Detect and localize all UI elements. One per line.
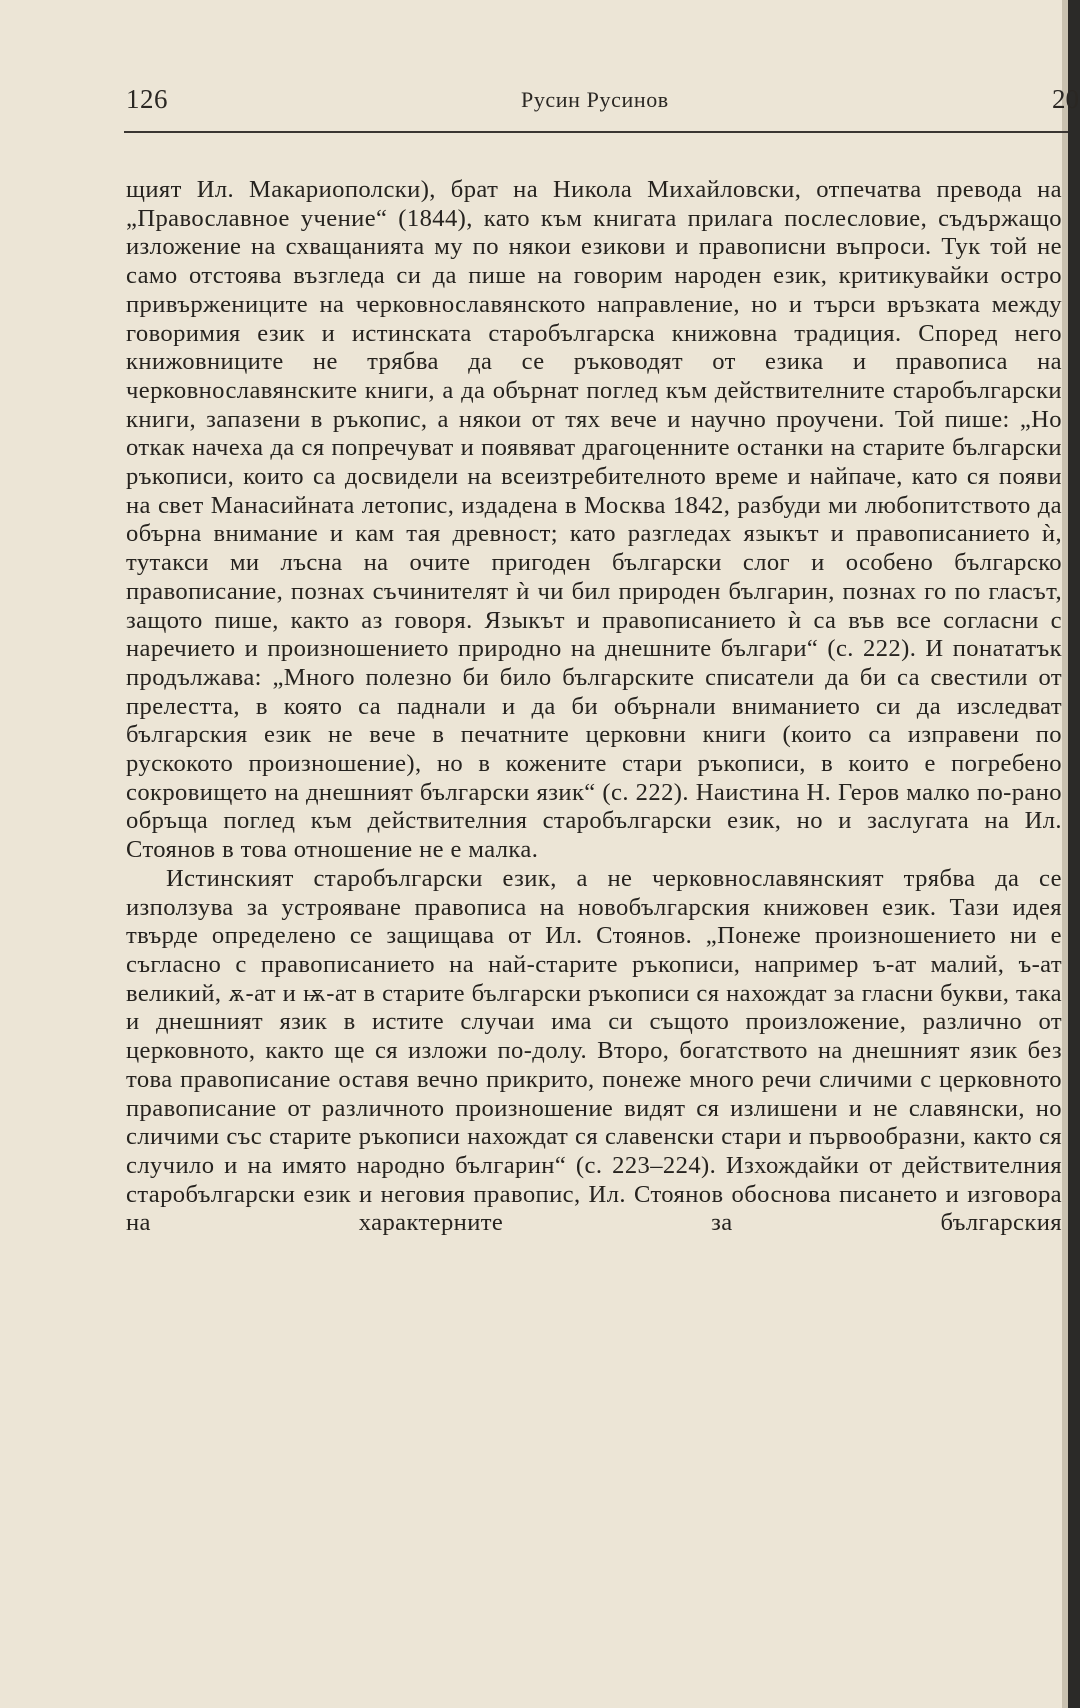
cropped-edge-fragment: 20 [1052, 84, 1079, 114]
running-head [126, 84, 1079, 124]
paragraph: щият Ил. Макариополски), брат на Никола Михайловски, отпечатва превода на „Православное учение“ (1844), като към книгата прилага послесловие, съдържащо изложение на схващанията му по някои езикови и правописни въпроси. Тук той не само отстоява възгледа си да пише на говорим народен език, критикувайки остро привържениците на черковнославянското направление, но и търси връзката между говоримия език и истинската старобългарска книжовна традиция. Според него книжовниците не трябва да се ръководят от езика и правописа на черковнославянските книги, а да обърнат поглед към действителните старобългарски книги, запазени в ръкопис, а някои от тях вече и научно проучени. Той пише: „Но откак начеха да ся попречуват и появяват драгоценните останки на старите български ръкописи, които са досвидели на всеизтребителното време и найпаче, като ся появи на свет Манасийната летопис, издадена в Москва 1842, разбуди ми любопитството да обърна внимание и кам тая древност; като разгледах языкът и правописанието ѝ, тутакси ми лъсна на очите пригоден български слог и особено българско правописание, познах съчинителят ѝ чи бил природен българин, познах го по гласът, защото пише, както аз говоря. Языкът и правописанието ѝ са във все согласни с наречието и произношението природно на днешните българи“ (с. 222). И понататък продължава: „Много полезно би било българските списатели да би са свестили от прелестта, в която са паднали и да би обърнали вниманието си да изследват българския език не вече в печатните церковни книги (които са изправени по рускокото произношение), но в кожените стари ръкописи, в които е погребено сокровището на днешният български язик“ (с. 222). Наистина Н. Геров малко по-рано обръща поглед към действителния старобългарски език, но и заслугата на Ил. Стоянов в това отношение не е малка. [126, 176, 1062, 864]
header-rule [124, 131, 1068, 133]
scanner-edge [1068, 0, 1080, 1708]
paragraph: Истинският старобългарски език, а не черковнославянският трябва да се използува за устрояване правописа на новобългарския книжовен език. Тази идея твърде определено се защищава от Ил. Стоянов. „Понеже произношението ни е съгласно с правописанието на най-старите ръкописи, например ъ-ат малий, ъ-ат великий, ѫ-ат и ѭ-ат в старите български ръкописи ся нахождат за гласни букви, така и днешният язик в истите случаи има си същото произложение, различно от церковното, както ще ся изложи по-долу. Второ, богатството на днешният язик без това правописание оставя вечно прикрито, понеже много речи сличими с церковното правописание от различното произношение видят ся излишени и не славянски, но сличими със старите ръкописи нахождат ся славенски стари и първообразни, както ся случило и на имято народно българин“ (с. 223–224). Изхождайки от действителния старобългарски език и неговия правопис, Ил. Стоянов обоснова писането и изговора на характерните за българския [126, 864, 1062, 1237]
body-text [126, 176, 1062, 1238]
page-number: 126 [126, 84, 168, 114]
running-title: Русин Русинов [521, 87, 669, 112]
